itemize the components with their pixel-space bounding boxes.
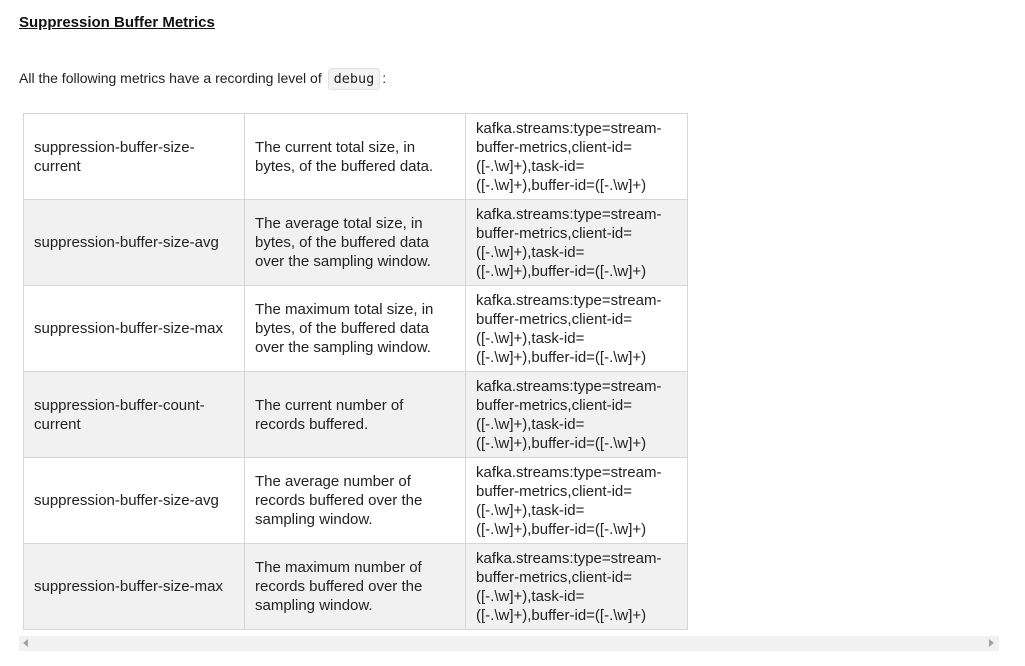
intro-text: All the following metrics have a recording level of: [19, 70, 322, 86]
metric-description: The maximum total size, in bytes, of the buffered data over the sampling window.: [245, 286, 466, 372]
recording-level-code: debug: [328, 68, 381, 90]
metric-description: The average total size, in bytes, of the buffered data over the sampling window.: [245, 200, 466, 286]
metric-name: suppression-buffer-size-max: [24, 286, 245, 372]
metric-mbean: kafka.streams:type=stream-buffer-metrics,client-id=([-.\w]+),task-id=([-.\w]+),buffer-id=([-.\w]+): [466, 200, 688, 286]
metric-description: The maximum number of records buffered over the sampling window.: [245, 544, 466, 630]
metric-mbean: kafka.streams:type=stream-buffer-metrics,client-id=([-.\w]+),task-id=([-.\w]+),buffer-id=([-.\w]+): [466, 372, 688, 458]
metric-mbean: kafka.streams:type=stream-buffer-metrics,client-id=([-.\w]+),task-id=([-.\w]+),buffer-id=([-.\w]+): [466, 458, 688, 544]
metric-description: The current number of records buffered.: [245, 372, 466, 458]
metric-name: suppression-buffer-size-avg: [24, 200, 245, 286]
metric-mbean: kafka.streams:type=stream-buffer-metrics,client-id=([-.\w]+),task-id=([-.\w]+),buffer-id=([-.\w]+): [466, 286, 688, 372]
table-row: [24, 200, 688, 286]
metric-description: The current total size, in bytes, of the buffered data.: [245, 114, 466, 200]
table-row: [24, 544, 688, 630]
intro-trailing: :: [382, 70, 387, 86]
horizontal-scrollbar[interactable]: [19, 636, 999, 651]
scroll-right-arrow-icon[interactable]: [989, 639, 994, 647]
metric-name: suppression-buffer-size-current: [24, 114, 245, 200]
intro-paragraph: [19, 66, 386, 91]
table-row: [24, 286, 688, 372]
metrics-table: [23, 113, 688, 630]
metric-mbean: kafka.streams:type=stream-buffer-metrics,client-id=([-.\w]+),task-id=([-.\w]+),buffer-id=([-.\w]+): [466, 544, 688, 630]
metric-description: The average number of records buffered over the sampling window.: [245, 458, 466, 544]
metric-name: suppression-buffer-size-avg: [24, 458, 245, 544]
scroll-left-arrow-icon[interactable]: [23, 639, 28, 647]
metric-name: suppression-buffer-count-current: [24, 372, 245, 458]
metrics-table-container: [19, 113, 999, 651]
table-row: [24, 372, 688, 458]
table-row: [24, 458, 688, 544]
section-heading: Suppression Buffer Metrics: [19, 14, 215, 31]
table-row: [24, 114, 688, 200]
metric-mbean: kafka.streams:type=stream-buffer-metrics,client-id=([-.\w]+),task-id=([-.\w]+),buffer-id=([-.\w]+): [466, 114, 688, 200]
metric-name: suppression-buffer-size-max: [24, 544, 245, 630]
